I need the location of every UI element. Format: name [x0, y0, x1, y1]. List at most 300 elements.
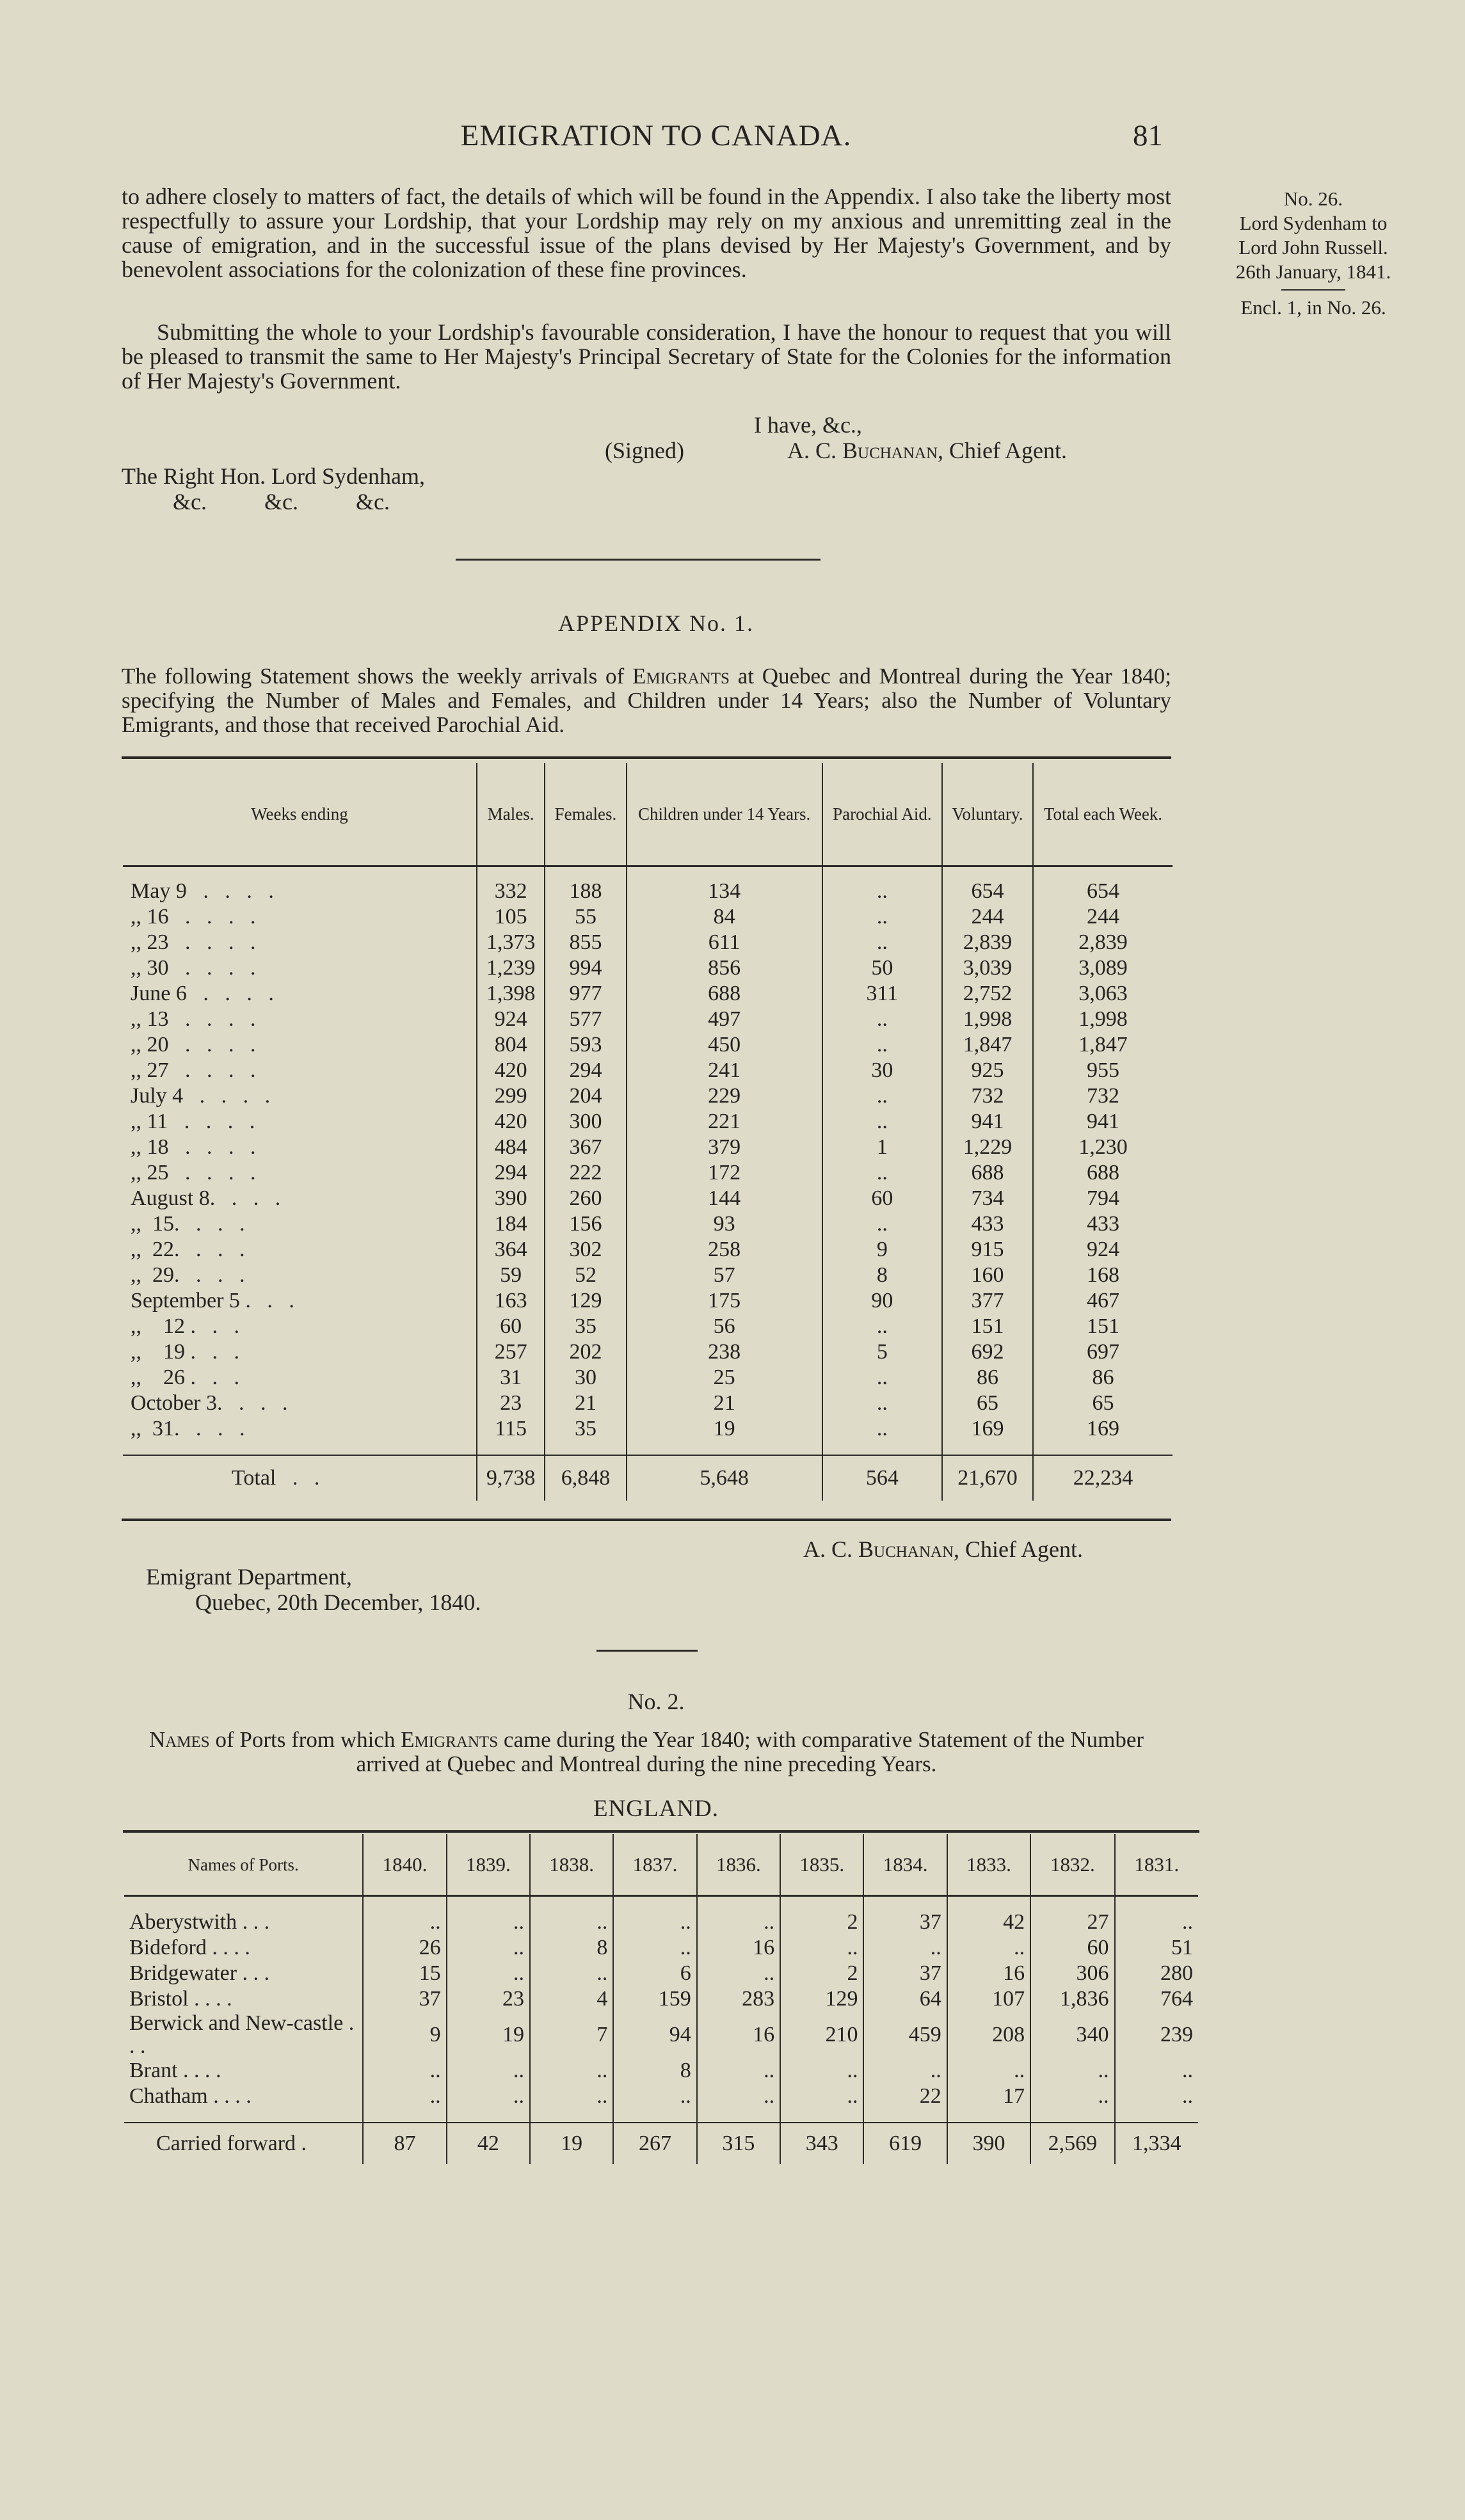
week-label: ,, 19 . . .: [131, 1340, 239, 1364]
section-divider-2: [596, 1650, 698, 1652]
cell-value: 1,998: [942, 1007, 1033, 1032]
cell-value: 238: [627, 1339, 822, 1365]
cell-value: ..: [447, 1910, 530, 1935]
cell-value: ..: [947, 2058, 1030, 2084]
cell-value: 306: [1030, 1961, 1114, 1986]
cell-value: ..: [822, 1083, 942, 1109]
cell-value: 364: [477, 1237, 545, 1263]
week-label: ,, 23 . . . .: [131, 930, 256, 954]
table-row: [123, 955, 1173, 981]
cell-value: 202: [545, 1339, 626, 1365]
cell-value: 732: [942, 1083, 1033, 1109]
cell-value: 16: [697, 2012, 780, 2058]
cell-value: ..: [447, 2058, 530, 2084]
week-label: August 8. . . .: [131, 1186, 281, 1210]
cell-value: 420: [477, 1058, 545, 1083]
cell-value: 16: [947, 1961, 1030, 1986]
cell-value: ..: [822, 1007, 942, 1032]
cell-value: ..: [822, 1416, 942, 1442]
spacer-row: [124, 2109, 1198, 2123]
table-row: [123, 1032, 1173, 1058]
cell-value: 688: [627, 981, 822, 1007]
spacer-row: [124, 1896, 1198, 1910]
cell-value: 6: [613, 1961, 696, 1986]
arrivals-col-header: Males.: [477, 763, 545, 866]
week-label: ,, 25 . . . .: [131, 1161, 256, 1184]
appendix-1-heading: APPENDIX No. 1.: [557, 610, 754, 636]
ports-col-header: 1832.: [1030, 1834, 1114, 1896]
appendix-1-intro: The following Statement shows the weekly arrivals of Emigrants at Quebec and Montreal during the Year 1840; specifying the Number of Males and Females, and Children under 14 Years; also the Number of Voluntary Emigrants, and those that received Parochial Aid.: [122, 664, 1172, 737]
table-row: [123, 1314, 1173, 1339]
cell-value: 734: [942, 1186, 1033, 1211]
total-value: 21,670: [942, 1455, 1033, 1501]
cell-value: 994: [545, 955, 626, 981]
cell-value: ..: [1030, 2058, 1114, 2084]
table-row: [124, 1961, 1198, 1986]
cell-value: 65: [1033, 1391, 1173, 1416]
cell-value: 50: [822, 955, 942, 981]
cell-value: 1,373: [477, 930, 545, 955]
cell-value: ..: [697, 1910, 780, 1935]
cell-value: 31: [477, 1365, 545, 1391]
cell-value: 764: [1115, 1986, 1198, 2012]
cell-value: 60: [1030, 1935, 1114, 1961]
week-label: May 9 . . . .: [131, 879, 274, 903]
cell-value: 151: [1033, 1314, 1173, 1339]
cell-value: ..: [780, 2084, 863, 2109]
cell-value: 941: [942, 1109, 1033, 1135]
cell-value: 184: [477, 1211, 545, 1237]
cell-value: 955: [1033, 1058, 1173, 1083]
table-row: [123, 1288, 1173, 1314]
port-name: Bristol . . . .: [129, 1987, 232, 2011]
total-value: 564: [822, 1455, 942, 1501]
week-label: June 6 . . . .: [131, 982, 274, 1005]
letter-signed: (Signed): [605, 438, 684, 463]
cell-value: 377: [942, 1288, 1033, 1314]
cell-value: ..: [822, 1314, 942, 1339]
cell-value: 692: [942, 1339, 1033, 1365]
cell-value: 9: [363, 2012, 446, 2058]
page-header-title: EMIGRATION TO CANADA.: [460, 119, 852, 152]
table-row: [123, 1083, 1173, 1109]
cell-value: 160: [942, 1263, 1033, 1288]
carried-forward-value: 42: [447, 2123, 530, 2164]
cell-value: 2,839: [1033, 930, 1173, 955]
arrivals-col-header: Voluntary.: [942, 763, 1033, 866]
cell-value: 258: [627, 1237, 822, 1263]
cell-value: 239: [1115, 2012, 1198, 2058]
week-label: September 5 . . .: [131, 1289, 294, 1312]
cell-value: 84: [627, 904, 822, 930]
cell-value: 55: [545, 904, 626, 930]
cell-value: 577: [545, 1007, 626, 1032]
cell-value: ..: [530, 2058, 613, 2084]
table-row: [124, 2058, 1198, 2084]
cell-value: 175: [627, 1288, 822, 1314]
table-row: [123, 1058, 1173, 1083]
cell-value: ..: [447, 1935, 530, 1961]
week-label: July 4 . . . .: [131, 1084, 271, 1108]
carried-forward-value: 19: [530, 2123, 613, 2164]
week-label: ,, 11 . . . .: [131, 1110, 255, 1133]
cell-value: 19: [447, 2012, 530, 2058]
cell-value: 925: [942, 1058, 1033, 1083]
cell-value: 134: [627, 879, 822, 904]
department-line-2: Quebec, 20th December, 1840.: [195, 1590, 481, 1615]
cell-value: ..: [822, 879, 942, 904]
carried-forward-row: [124, 2123, 1198, 2164]
arrivals-table: [123, 763, 1173, 1501]
ports-col-header: Names of Ports.: [124, 1834, 363, 1896]
cell-value: 915: [942, 1237, 1033, 1263]
cell-value: 1,239: [477, 955, 545, 981]
table-row: [123, 1211, 1173, 1237]
carried-forward-value: 315: [697, 2123, 780, 2164]
spacer-row: [123, 866, 1173, 879]
cell-value: 30: [545, 1365, 626, 1391]
letter-signature: [787, 437, 1067, 464]
cell-value: 60: [477, 1314, 545, 1339]
cell-value: ..: [613, 1935, 696, 1961]
cell-value: ..: [780, 2058, 863, 2084]
table-row: [124, 2012, 1198, 2058]
cell-value: 65: [942, 1391, 1033, 1416]
cell-value: 390: [477, 1186, 545, 1211]
cell-value: 467: [1033, 1288, 1173, 1314]
cell-value: 52: [545, 1263, 626, 1288]
cell-value: ..: [822, 1032, 942, 1058]
cell-value: 2,839: [942, 930, 1033, 955]
cell-value: 1,229: [942, 1135, 1033, 1160]
appendix-2-subheading: ENGLAND.: [593, 1796, 719, 1822]
cell-value: 17: [947, 2084, 1030, 2109]
cell-value: 8: [613, 2058, 696, 2084]
cell-value: 22: [863, 2084, 947, 2109]
cell-value: ..: [1115, 1910, 1198, 1935]
cell-value: ..: [863, 2058, 947, 2084]
arrivals-col-header: Parochial Aid.: [822, 763, 942, 866]
cell-value: 163: [477, 1288, 545, 1314]
cell-value: 27: [1030, 1910, 1114, 1935]
total-value: 22,234: [1033, 1455, 1173, 1501]
cell-value: 484: [477, 1135, 545, 1160]
cell-value: 688: [942, 1160, 1033, 1186]
cell-value: ..: [530, 2084, 613, 2109]
port-name: Berwick and New-castle . . .: [129, 2011, 355, 2058]
cell-value: ..: [822, 1160, 942, 1186]
sidenote-line-1: No. 26.: [1283, 187, 1343, 210]
table-2-top-rule: [123, 1830, 1199, 1833]
cell-value: 294: [545, 1058, 626, 1083]
cell-value: 593: [545, 1032, 626, 1058]
cell-value: ..: [363, 2084, 446, 2109]
cell-value: ..: [697, 2058, 780, 2084]
carried-forward-value: 87: [363, 2123, 446, 2164]
cell-value: 8: [822, 1263, 942, 1288]
cell-value: 23: [477, 1391, 545, 1416]
table-row: [124, 1986, 1198, 2012]
ports-col-header: 1831.: [1115, 1834, 1198, 1896]
cell-value: ..: [1115, 2084, 1198, 2109]
cell-value: 35: [545, 1416, 626, 1442]
cell-value: 208: [947, 2012, 1030, 2058]
sidenote-line-3: Lord John Russell.: [1238, 236, 1388, 259]
cell-value: 433: [942, 1211, 1033, 1237]
table-1-top-rule: [122, 756, 1171, 759]
cell-value: 26: [363, 1935, 446, 1961]
cell-value: 25: [627, 1365, 822, 1391]
table-row: [123, 1237, 1173, 1263]
port-name: Bideford . . . .: [129, 1936, 250, 1959]
cell-value: ..: [863, 1935, 947, 1961]
week-label: ,, 31. . . .: [131, 1417, 245, 1440]
signature-title: Chief Agent.: [949, 438, 1068, 463]
cell-value: 1,398: [477, 981, 545, 1007]
cell-value: 210: [780, 2012, 863, 2058]
cell-value: 16: [697, 1935, 780, 1961]
cell-value: ..: [447, 1961, 530, 1986]
cell-value: 2,752: [942, 981, 1033, 1007]
letter-closing: I have, &c.,: [754, 412, 862, 438]
cell-value: ..: [822, 1391, 942, 1416]
port-name: Bridgewater . . .: [129, 1961, 270, 1985]
total-row: [123, 1455, 1173, 1501]
carried-forward-value: 2,569: [1030, 2123, 1114, 2164]
cell-value: ..: [822, 1109, 942, 1135]
cell-value: 1,847: [942, 1032, 1033, 1058]
cell-value: 93: [627, 1211, 822, 1237]
port-name: Aberystwith . . .: [129, 1910, 270, 1934]
cell-value: ..: [822, 1211, 942, 1237]
carried-forward-value: 619: [863, 2123, 947, 2164]
cell-value: 244: [1033, 904, 1173, 930]
cell-value: 3,063: [1033, 981, 1173, 1007]
total-value: 9,738: [477, 1455, 545, 1501]
cell-value: 2: [780, 1910, 863, 1935]
table-row: [123, 981, 1173, 1007]
ports-col-header: 1835.: [780, 1834, 863, 1896]
cell-value: 459: [863, 2012, 947, 2058]
cell-value: 299: [477, 1083, 545, 1109]
cell-value: ..: [697, 2084, 780, 2109]
cell-value: 221: [627, 1109, 822, 1135]
week-label: ,, 27 . . . .: [131, 1058, 256, 1082]
cell-value: 59: [477, 1263, 545, 1288]
cell-value: 611: [627, 930, 822, 955]
cell-value: 5: [822, 1339, 942, 1365]
cell-value: 941: [1033, 1109, 1173, 1135]
cell-value: 7: [530, 2012, 613, 2058]
ports-col-header: 1837.: [613, 1834, 696, 1896]
cell-value: 129: [780, 1986, 863, 2012]
carried-forward-value: 390: [947, 2123, 1030, 2164]
cell-value: 367: [545, 1135, 626, 1160]
cell-value: 977: [545, 981, 626, 1007]
cell-value: 244: [942, 904, 1033, 930]
cell-value: 105: [477, 904, 545, 930]
department-line-1: Emigrant Department,: [146, 1564, 352, 1590]
cell-value: 1,836: [1030, 1986, 1114, 2012]
cell-value: 855: [545, 930, 626, 955]
week-label: ,, 13 . . . .: [131, 1007, 256, 1031]
cell-value: 21: [627, 1391, 822, 1416]
total-value: 5,648: [627, 1455, 822, 1501]
cell-value: 19: [627, 1416, 822, 1442]
table-row: [124, 1910, 1198, 1935]
total-label: Total . .: [123, 1455, 477, 1501]
letter-paragraph-1: to adhere closely to matters of fact, the details of which will be found in the Appendix. I also take the liberty most respectfully to assure your Lordship, that your Lordship may rely on my anxious and unremitting zeal in the cause of emigration, and in the successful issue of the plans devised by Her Majesty's Government, and by benevolent associations for the colonization of these fine provinces.: [122, 184, 1171, 282]
cell-value: 51: [1115, 1935, 1198, 1961]
cell-value: 35: [545, 1314, 626, 1339]
cell-value: 1: [822, 1135, 942, 1160]
cell-value: 60: [822, 1186, 942, 1211]
cell-value: 1,847: [1033, 1032, 1173, 1058]
cell-value: 169: [942, 1416, 1033, 1442]
week-label: ,, 15. . . .: [131, 1212, 245, 1236]
cell-value: 924: [1033, 1237, 1173, 1263]
week-label: ,, 30 . . . .: [131, 956, 256, 980]
carried-forward-value: 343: [780, 2123, 863, 2164]
ports-col-header: 1838.: [530, 1834, 613, 1896]
cell-value: 86: [1033, 1365, 1173, 1391]
ports-col-header: 1834.: [863, 1834, 947, 1896]
cell-value: 3,089: [1033, 955, 1173, 981]
appendix-2-heading: No. 2.: [627, 1689, 685, 1714]
cell-value: ..: [363, 2058, 446, 2084]
cell-value: 654: [1033, 879, 1173, 904]
sidenote-line-5: Encl. 1, in No. 26.: [1240, 296, 1386, 319]
signature-name: A. C. Buchanan,: [787, 438, 944, 463]
cell-value: 302: [545, 1237, 626, 1263]
cell-value: 37: [363, 1986, 446, 2012]
table-row: [123, 1007, 1173, 1032]
week-label: ,, 18 . . . .: [131, 1135, 256, 1159]
cell-value: 450: [627, 1032, 822, 1058]
cell-value: 688: [1033, 1160, 1173, 1186]
cell-value: 3,039: [942, 955, 1033, 981]
week-label: ,, 29. . . .: [131, 1263, 245, 1287]
cell-value: ..: [613, 1910, 696, 1935]
carried-forward-label: Carried forward .: [124, 2123, 363, 2164]
table-1-bottom-rule: [122, 1519, 1171, 1521]
cell-value: 497: [627, 1007, 822, 1032]
cell-value: 804: [477, 1032, 545, 1058]
cell-value: 37: [863, 1961, 947, 1986]
sidenote-line-2: Lord Sydenham to: [1239, 212, 1388, 234]
cell-value: 107: [947, 1986, 1030, 2012]
week-label: ,, 22. . . .: [131, 1238, 245, 1261]
week-label: ,, 16 . . . .: [131, 905, 256, 929]
week-label: October 3. . . .: [131, 1391, 288, 1415]
cell-value: ..: [822, 930, 942, 955]
letter-etc: &c. &c. &c.: [173, 489, 390, 514]
cell-value: ..: [780, 1935, 863, 1961]
arrivals-col-header: Females.: [545, 763, 626, 866]
cell-value: ..: [822, 1365, 942, 1391]
cell-value: ..: [530, 1910, 613, 1935]
cell-value: 42: [947, 1910, 1030, 1935]
ports-col-header: 1836.: [697, 1834, 780, 1896]
cell-value: ..: [1115, 2058, 1198, 2084]
week-label: ,, 12 . . .: [131, 1314, 239, 1338]
cell-value: 332: [477, 879, 545, 904]
cell-value: 57: [627, 1263, 822, 1288]
cell-value: 30: [822, 1058, 942, 1083]
cell-value: ..: [947, 1935, 1030, 1961]
cell-value: 340: [1030, 2012, 1114, 2058]
cell-value: 1,998: [1033, 1007, 1173, 1032]
table-row: [123, 904, 1173, 930]
table-row: [123, 1109, 1173, 1135]
table-row: [123, 1365, 1173, 1391]
cell-value: 21: [545, 1391, 626, 1416]
cell-value: ..: [822, 904, 942, 930]
cell-value: 433: [1033, 1211, 1173, 1237]
page-number: 81: [1133, 119, 1163, 152]
cell-value: 144: [627, 1186, 822, 1211]
arrivals-col-header: Children under 14 Years.: [627, 763, 822, 866]
cell-value: 294: [477, 1160, 545, 1186]
cell-value: 732: [1033, 1083, 1173, 1109]
cell-value: ..: [697, 1961, 780, 1986]
table-row: [124, 2084, 1198, 2109]
table-row: [123, 1186, 1173, 1211]
cell-value: ..: [447, 2084, 530, 2109]
table-row: [123, 1391, 1173, 1416]
port-name: Chatham . . . .: [129, 2084, 252, 2108]
cell-value: 159: [613, 1986, 696, 2012]
table-row: [123, 1263, 1173, 1288]
section-divider: [456, 559, 821, 561]
cell-value: 241: [627, 1058, 822, 1083]
ports-table: [124, 1834, 1198, 2164]
table-row: [123, 1416, 1173, 1442]
cell-value: 23: [447, 1986, 530, 2012]
cell-value: 856: [627, 955, 822, 981]
sidenote-line-4: 26th January, 1841.: [1235, 260, 1391, 283]
table-row: [124, 1935, 1198, 1961]
cell-value: 115: [477, 1416, 545, 1442]
spacer-row: [123, 1442, 1173, 1455]
cell-value: 257: [477, 1339, 545, 1365]
ports-col-header: 1833.: [947, 1834, 1030, 1896]
cell-value: 2: [780, 1961, 863, 1986]
cell-value: 129: [545, 1288, 626, 1314]
cell-value: 280: [1115, 1961, 1198, 1986]
arrivals-table-header: [123, 763, 1173, 866]
cell-value: 168: [1033, 1263, 1173, 1288]
cell-value: 8: [530, 1935, 613, 1961]
cell-value: ..: [1030, 2084, 1114, 2109]
table-row: [123, 930, 1173, 955]
cell-value: 90: [822, 1288, 942, 1314]
cell-value: 697: [1033, 1339, 1173, 1365]
appendix-1-signature: A. C. Buchanan, Chief Agent.: [803, 1536, 1084, 1562]
appendix-2-intro: Names of Ports from which Emigrants came during the Year 1840; with comparative Statement of the Number arrived at Quebec and Montreal during the nine preceding Years.: [148, 1727, 1144, 1776]
table-row: [123, 1135, 1173, 1160]
cell-value: 654: [942, 879, 1033, 904]
cell-value: 222: [545, 1160, 626, 1186]
cell-value: 924: [477, 1007, 545, 1032]
cell-value: ..: [530, 1961, 613, 1986]
week-label: ,, 26 . . .: [131, 1366, 239, 1389]
letter-paragraph-2: Submitting the whole to your Lordship's favourable consideration, I have the honour to request that you will be pleased to transmit the same to Her Majesty's Principal Secretary of State for the Colonies for the information of Her Majesty's Government.: [122, 319, 1171, 394]
cell-value: 794: [1033, 1186, 1173, 1211]
table-row: [123, 879, 1173, 904]
cell-value: 379: [627, 1135, 822, 1160]
sidenote-divider: [1281, 289, 1345, 291]
